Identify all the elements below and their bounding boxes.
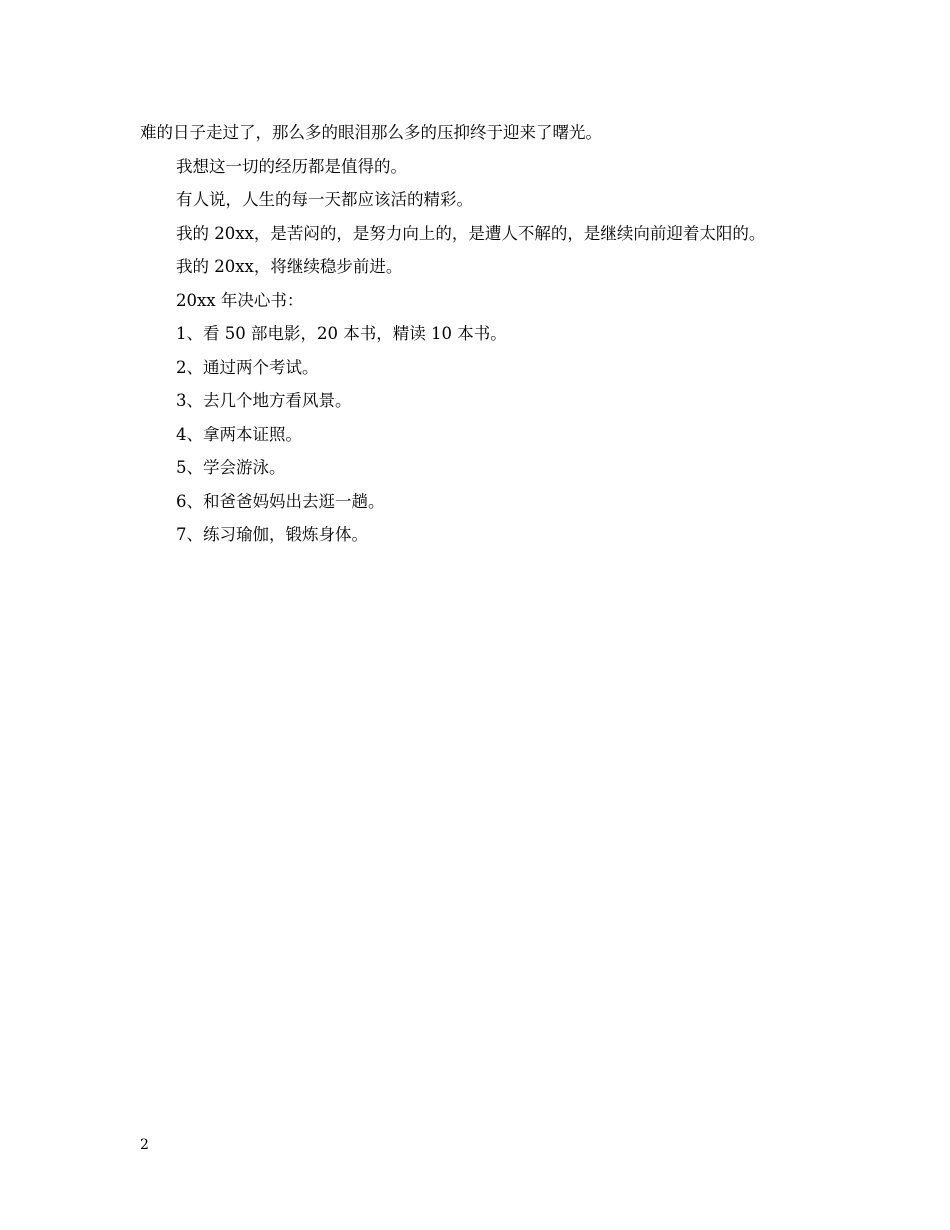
resolution-item: 4、拿两本证照。 (176, 424, 302, 444)
paragraph: 我的 20xx，是苦闷的，是努力向上的，是遭人不解的，是继续向前迎着太阳的。 (176, 223, 766, 243)
paragraph: 我想这一切的经历都是值得的。 (176, 156, 407, 176)
resolution-item: 6、和爸爸妈妈出去逛一趟。 (176, 491, 385, 511)
resolution-item: 3、去几个地方看风景。 (176, 391, 352, 410)
paragraph: 有人说，人生的每一天都应该活的精彩。 (176, 190, 473, 209)
resolution-item: 1、看 50 部电影，20 本书，精读 10 本书。 (176, 324, 507, 343)
paragraph-continued: 难的日子走过了，那么多的眼泪那么多的压抑终于迎来了曙光。 (140, 123, 602, 142)
resolution-item: 7、练习瑜伽，锻炼身体。 (176, 525, 368, 544)
resolution-heading: 20xx 年决心书： (176, 290, 304, 310)
paragraph: 我的 20xx，将继续稳步前进。 (176, 257, 403, 276)
page-number: 2 (140, 1137, 149, 1153)
resolution-item: 5、学会游泳。 (176, 458, 286, 477)
resolution-item: 2、通过两个考试。 (176, 357, 319, 377)
document-body (140, 116, 820, 552)
